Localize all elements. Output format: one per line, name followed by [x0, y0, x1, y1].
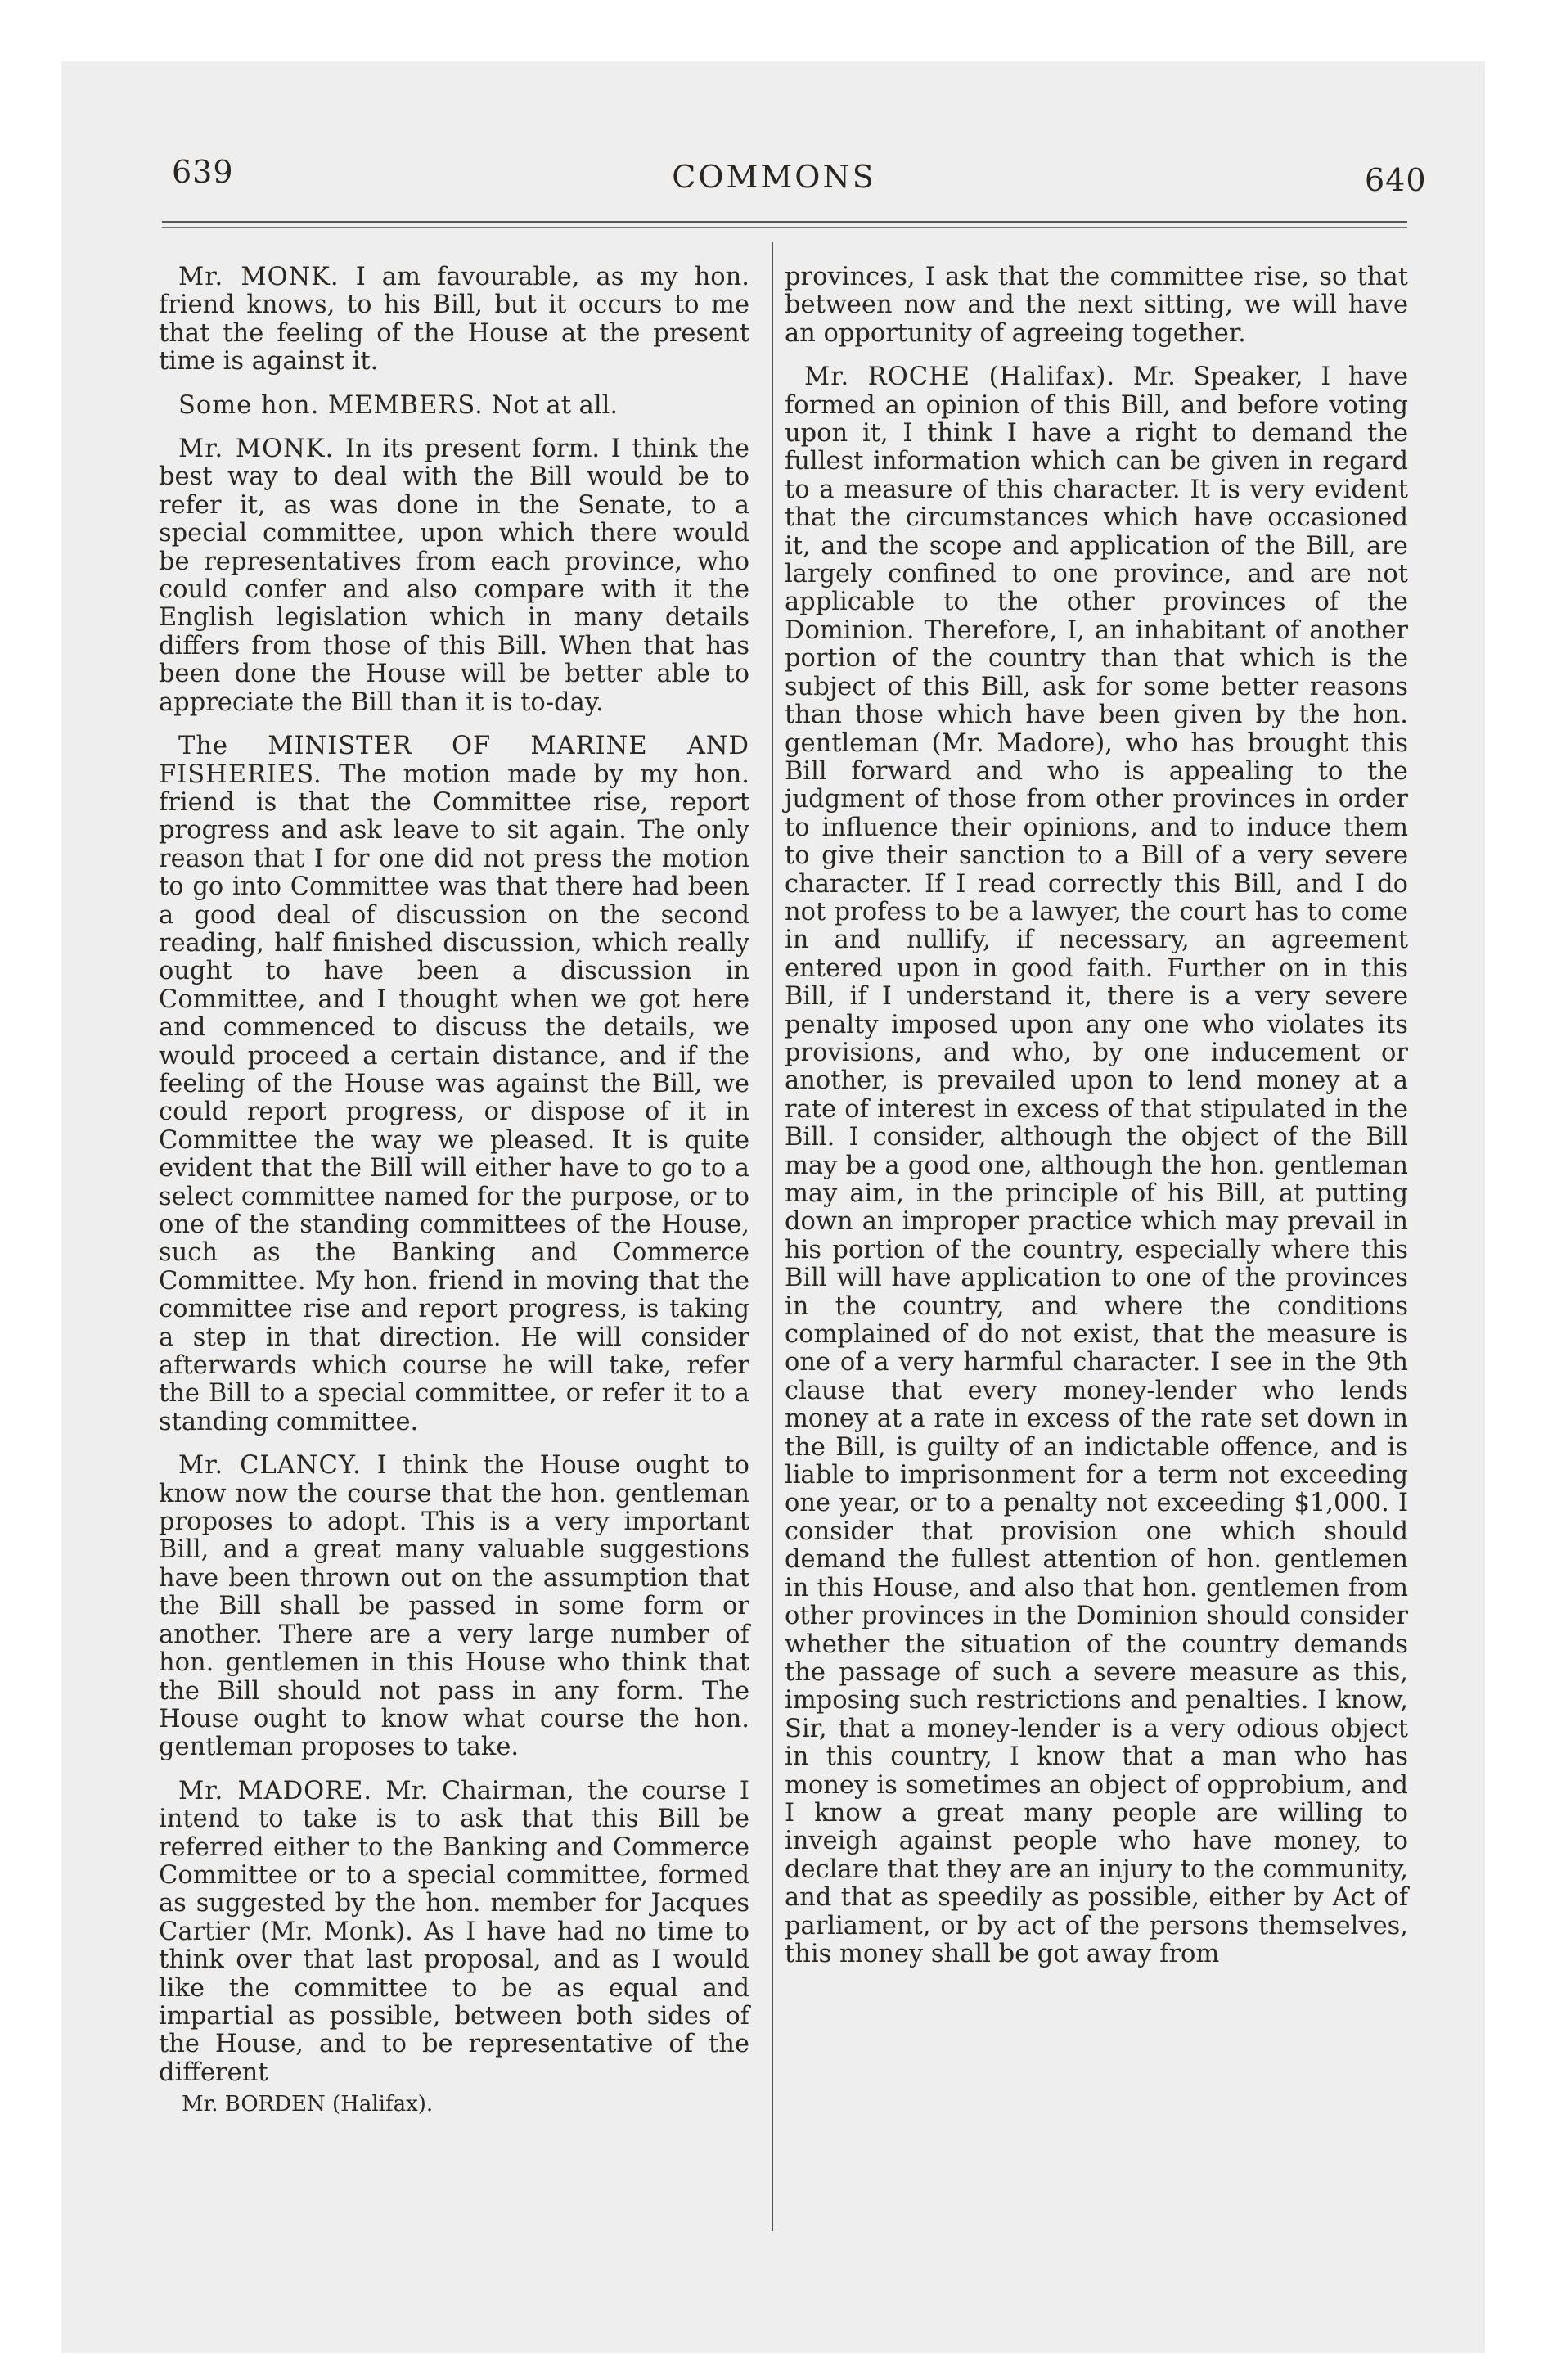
paragraph [785, 363, 1408, 1968]
header-rule [162, 221, 1407, 223]
left-page-number: 639 [172, 154, 234, 190]
paragraph-text: Mr. Chairman, the course I intend to take is to ask that this Bill be referred either to the Banking and Commerce Committee or to a special committee, formed as suggested by the hon. member for Jacques Cartier (Mr. Monk). As I have had no time to think over that last proposal, and as I would like the committee to be as equal and impartial as possible, between both sides of the House, and to be representative of the different [159, 1776, 749, 2087]
paragraph-text: Not at all. [491, 390, 619, 420]
speaker-name: Mr. MONK. [178, 263, 340, 291]
speaker-name: Mr. MONK. [178, 435, 335, 464]
paragraph [159, 1778, 749, 2087]
speaker-name: Some hon. MEMBERS. [178, 390, 484, 420]
paragraph [159, 732, 749, 1436]
paragraph [159, 435, 749, 717]
speaker-name: The MINISTER OF MARINE AND FISHERIES. [159, 732, 749, 789]
paragraph [159, 392, 749, 420]
paragraph [785, 264, 1408, 348]
header-rule-second [162, 227, 1407, 228]
paragraph-text: I am favourable, as my hon. friend knows, to his Bill, but it occurs to me that the feeling of the House at the present time is against it. [159, 263, 749, 376]
paragraph-text: Mr. Speaker, I have formed an opinion of this Bill, and before voting upon it, I think I have a right to demand the fullest information which can be given in regard to a measure of this character. It is very evident that the circumstances which have occasioned it, and the scope and application of the Bill, are largely confined to one province, and are not applicable to the other provinces of the Dominion. Therefore, I, an inhabitant of another portion of the country than that which is the subject of this Bill, ask for some better reasons than those which have been given by the hon. gentleman (Mr. Madore), who has brought this Bill forward and who is appealing to the judgment of those from other provinces in order to influence their opinions, and to induce them to give their sanction to a Bill of a very severe character. If I read correctly this Bill, and I do not profess to be a lawyer, the court has to come in and nullify, if necessary, an agreement entered upon in good faith. Further on in this Bill, if I understand it, there is a very severe penalty imposed upon any one who violates its provisions, and who, by one inducement or another, is prevailed upon to lend money at a rate of interest in excess of that stipulated in the Bill. I consider, although the object of the Bill may be a good one, although the hon. gentleman may aim, in the principle of his Bill, at putting down an improper practice which may prevail in his portion of the country, especially where this Bill will have application to one of the provinces in the country, and where the conditions complained of do not exist, that the measure is one of a very harmful character. I see in the 9th clause that every money-lender who lends money at a rate in excess of the rate set down in the Bill, is guilty of an indictable offence, and is liable to imprisonment for a term not exceeding one year, or to a penalty not exceeding $1,000. I consider that provision one which should demand the fullest attention of hon. gentlemen in this House, and also that hon. gentlemen from other provinces in the Dominion should consider whether the situation of the country demands the passage of such a severe measure as this, imposing such restrictions and penalties. I know, Sir, that a money-lender is a very odious object in this country, I know that a man who has money is sometimes an object of opprobium, and I know a great many people are willing to inveigh against people who have money, to declare that they are an injury to the community, and that as speedily as possible, either by Act of parliament, or by act of the persons themselves, this money shall be got away from [785, 363, 1408, 1968]
paragraph [159, 1452, 749, 1761]
paragraph-text: provinces, I ask that the committee rise, so that between now and the next sitting, we will have an opportunity of agreeing together. [785, 263, 1408, 348]
right-column [785, 264, 1408, 1984]
paragraph-text: In its present form. I think the best way to deal with the Bill would be to refer it, as was done in the Senate, to a special committee, upon which there would be representatives from each province, who could confer and also compare with it the English legislation which in many details differs from those of this Bill. When that has been done the House will be better able to appreciate the Bill than it is to-day. [159, 435, 749, 717]
speaker-name: Mr. CLANCY. [178, 1451, 362, 1481]
left-column [159, 264, 749, 2119]
paragraph-text: The motion made by my hon. friend is that the Committee rise, report progress and ask leave to sit again. The only reason that I for one did not press the motion to go into Committee was that there had been a good deal of discussion on the second reading, half finished discussion, which really ought to have been a discussion in Committee, and I thought when we got here and commenced to discuss the details, we would proceed a certain distance, and if the feeling of the House was against the Bill, we could report progress, or dispose of it in Committee the way we pleased. It is quite evident that the Bill will either have to go to a select committee named for the purpose, or to one of the standing committees of the House, such as the Banking and Commerce Committee. My hon. friend in moving that the committee rise and report progress, is taking a step in that direction. He will consider afterwards which course he will take, refer the Bill to a special committee, or refer it to a standing committee. [159, 760, 749, 1436]
paragraph [159, 264, 749, 376]
running-footer: Mr. BORDEN (Halifax). [182, 2092, 434, 2117]
page-title: COMMONS [672, 159, 876, 195]
right-page-number: 640 [1365, 162, 1427, 198]
paragraph-text: I think the House ought to know now the course that the hon. gentleman proposes to adopt. This is a very important Bill, and a great many valuable suggestions have been thrown out on the assumption that the Bill shall be passed in some form or another. There are a very large number of hon. gentlemen in this House who think that the Bill should not pass in any form. The House ought to know what course the hon. gentleman proposes to take. [159, 1451, 749, 1762]
speaker-name: Mr. ROCHE (Halifax). [804, 363, 1116, 392]
speaker-name: Mr. MADORE. [178, 1776, 373, 1805]
column-divider [772, 242, 773, 2231]
